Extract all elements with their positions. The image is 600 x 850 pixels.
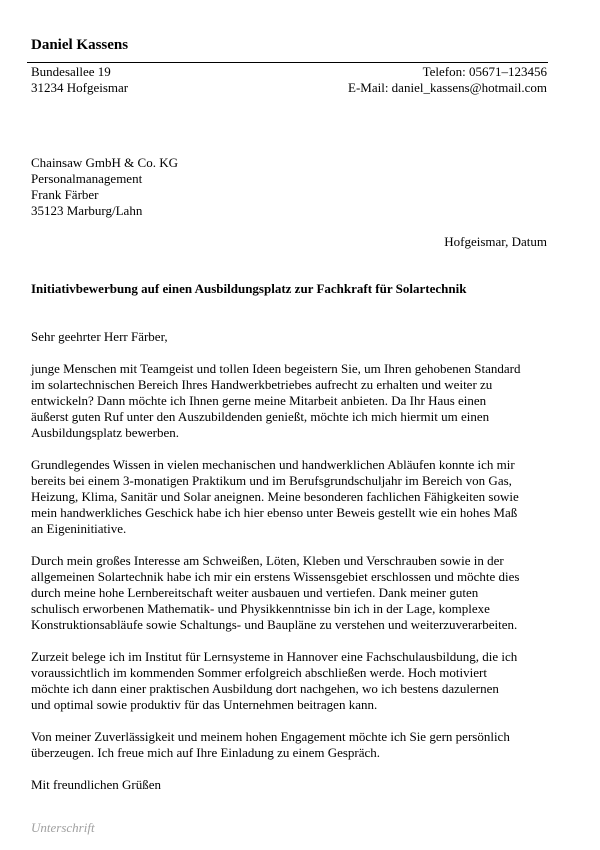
paragraph-line: an Eigeninitiative. — [31, 521, 127, 536]
paragraph-line: mein handwerkliches Geschick habe ich hier ebenso unter Beweis gestellt wie ein hohes Maß — [31, 505, 518, 520]
closing-text: Mit freundlichen Grüßen — [31, 777, 161, 792]
letter-body — [31, 329, 551, 809]
paragraph-line: Grundlegendes Wissen in vielen mechanischen und handwerklichen Abläufen konnte ich mir — [31, 457, 515, 472]
paragraph-line: im solartechnischen Bereich Ihres Handwerkbetriebes aufrecht zu erhalten und weiter zu — [31, 377, 493, 392]
paragraph-line: Heizung, Klima, Sanitär und Solar aneignen. Meine besonderen fachlichen Fähigkeiten sowie — [31, 489, 519, 504]
paragraph-line: Ausbildungsplatz bewerben. — [31, 425, 180, 440]
paragraph-line: entwickeln? Dann möchte ich Ihnen gerne meine Mitarbeit anbieten. Da Ihr Haus einen — [31, 393, 487, 408]
paragraph — [31, 729, 551, 761]
sender-name: Daniel Kassens — [31, 37, 129, 53]
paragraph — [31, 457, 551, 537]
paragraph-line: Von meiner Zuverlässigkeit und meinem hohen Engagement möchte ich Sie gern persönlich — [31, 729, 510, 744]
recipient-company: Chainsaw GmbH & Co. KG — [31, 155, 178, 170]
paragraph-line: junge Menschen mit Teamgeist und tollen Ideen begeistern Sie, um Ihren gehobenen Standard — [31, 361, 521, 376]
paragraph-line: möchte ich dann einer praktischen Ausbildung dort nachgehen, wo ich bestens dazulernen — [31, 681, 499, 696]
recipient-city: 35123 Marburg/Lahn — [31, 203, 143, 218]
recipient-person: Frank Färber — [31, 187, 99, 202]
paragraph-line: bereits bei einem 3-monatigen Praktikum und im Berufsgrundschuljahr im Bereich von Gas, — [31, 473, 512, 488]
header-divider — [27, 62, 548, 63]
subject-line: Initiativbewerbung auf einen Ausbildungsplatz zur Fachkraft für Solartechnik — [31, 281, 467, 296]
recipient-address — [31, 155, 178, 219]
sender-contact — [348, 64, 547, 96]
paragraph-line: schulisch erworbenen Mathematik- und Physikkenntnisse bin ich in der Lage, komplexe — [31, 601, 490, 616]
paragraph-line: voraussichtlich im kommenden Sommer erfolgreich abschließen werde. Hoch motiviert — [31, 665, 487, 680]
closing — [31, 777, 551, 793]
paragraph — [31, 361, 551, 441]
salutation-text: Sehr geehrter Herr Färber, — [31, 329, 168, 344]
paragraph-line: durch meine hohe Lernbereitschaft weiter ausbauen und vertiefen. Dank meiner guten — [31, 585, 479, 600]
paragraph-line: Konstruktionsabläufe sowie Schaltungs- und Baupläne zu verstehen und weiterzuverarbeiten. — [31, 617, 518, 632]
paragraph-line: und optimal sowie produktiv für das Unternehmen beitragen kann. — [31, 697, 378, 712]
paragraph-line: überzeugen. Ich freue mich auf Ihre Einladung zu einem Gespräch. — [31, 745, 381, 760]
sender-address — [31, 64, 128, 96]
sender-phone: Telefon: 05671–123456 — [422, 64, 547, 79]
sender-city: 31234 Hofgeismar — [31, 80, 129, 95]
sender-email: E-Mail: daniel_kassens@hotmail.com — [348, 80, 547, 95]
paragraph-line: Zurzeit belege ich im Institut für Lernsysteme in Hannover eine Fachschulausbildung, die ich — [31, 649, 518, 664]
paragraph — [31, 553, 551, 633]
signature-placeholder: Unterschrift — [31, 820, 95, 835]
place-date: Hofgeismar, Datum — [444, 234, 547, 249]
paragraph-line: äußerst guten Ruf unter den Auszubildenden genießt, möchte ich mich hiermit um einen — [31, 409, 490, 424]
paragraph — [31, 649, 551, 713]
paragraph-line: allgemeinen Solartechnik habe ich mir ein erstens Wissensgebiet erschlossen und möchte dies — [31, 569, 520, 584]
sender-street: Bundesallee 19 — [31, 64, 111, 79]
paragraph-line: Durch mein großes Interesse am Schweißen, Löten, Kleben und Verschrauben sowie in der — [31, 553, 504, 568]
salutation — [31, 329, 551, 345]
recipient-department: Personalmanagement — [31, 171, 143, 186]
